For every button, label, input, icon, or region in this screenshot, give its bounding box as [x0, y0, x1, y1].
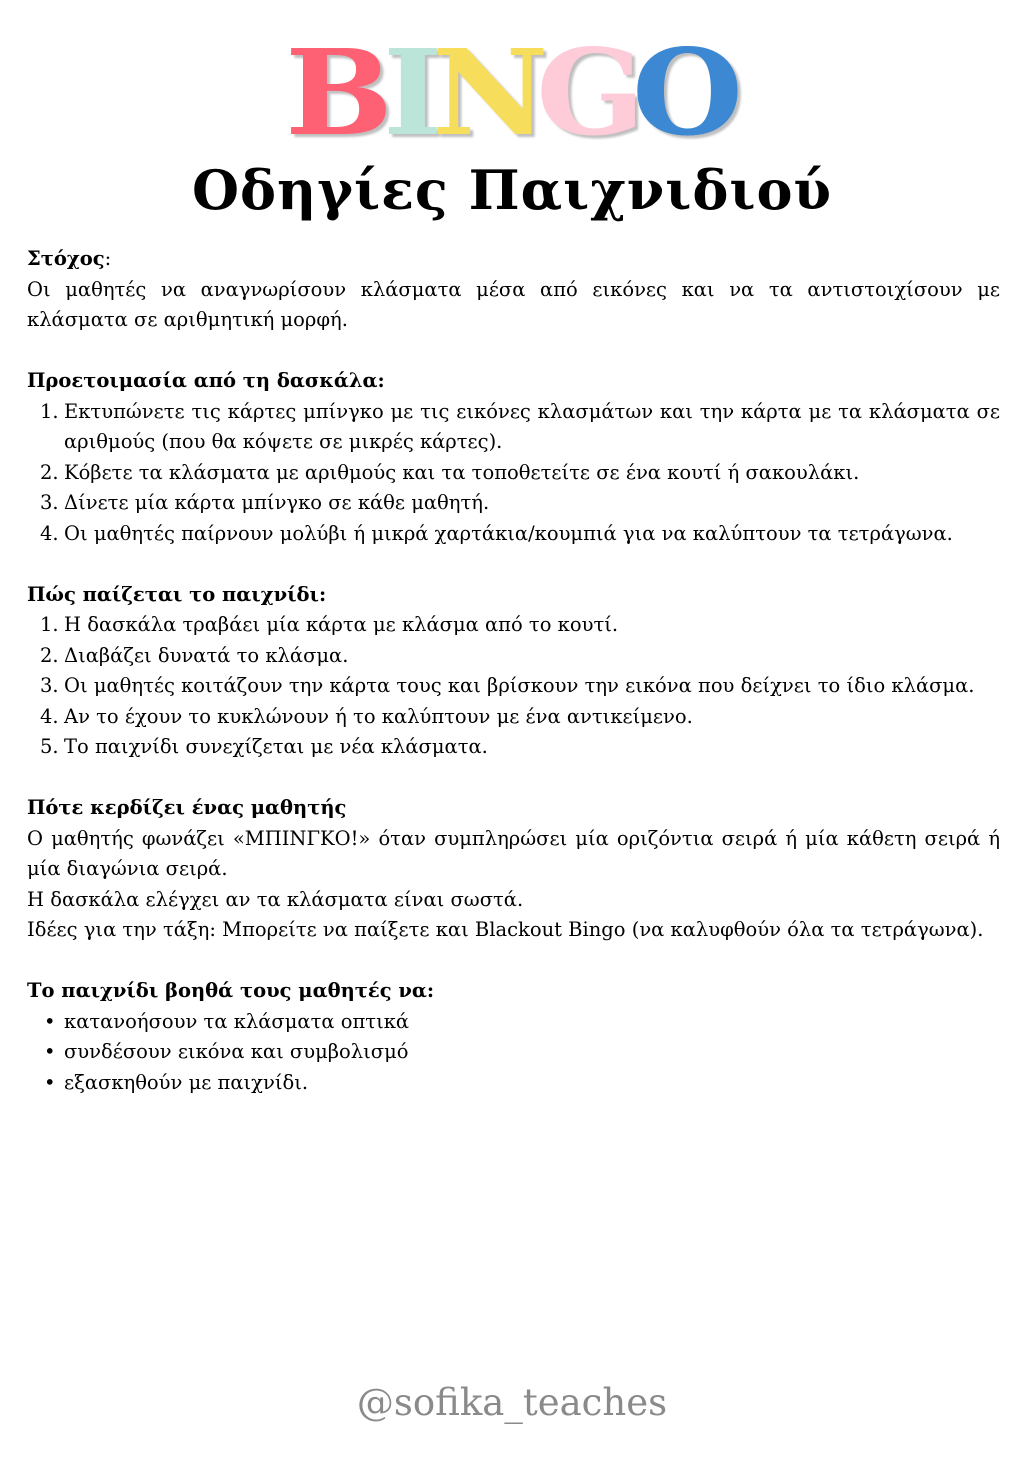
- list-item: 1. Η δασκάλα τραβάει μία κάρτα με κλάσμα από το κουτί.: [40, 613, 619, 636]
- list-item: 4. Οι μαθητές παίρνουν μολύβι ή μικρά χαρτάκια/κουμπιά για να καλύπτουν τα τετράγωνα.: [40, 521, 953, 545]
- logo-letter-n: N: [431, 23, 544, 162]
- benefits-list: [27, 1007, 1000, 1099]
- logo-letter-g: G: [535, 23, 641, 162]
- preparation-list: [27, 397, 1000, 550]
- logo-letter-b: B: [284, 23, 389, 162]
- logo-letter-o: O: [632, 23, 740, 162]
- bingo-logo: [0, 23, 1024, 162]
- winning-paragraph: Ιδέες για την τάξη: Μπορείτε να παίξετε και Blackout Bingo (να καλυφθούν όλα τα τετράγωνα).: [27, 918, 984, 941]
- list-item: 4. Αν το έχουν το κυκλώνουν ή το καλύπτουν με ένα αντικείμενο.: [40, 704, 693, 728]
- list-item: 1. Εκτυπώνετε τις κάρτες μπίνγκο με τις εικόνες κλασμάτων και την κάρτα με τα κλάσματα σε αριθμούς (που θα κόψετε σε μικρές κάρτες).: [40, 399, 1000, 453]
- list-item: 3. Οι μαθητές κοιτάζουν την κάρτα τους και βρίσκουν την εικόνα που δείχνει το ίδιο κλάσμα.: [40, 674, 975, 697]
- list-item: 3. Δίνετε μία κάρτα μπίνγκο σε κάθε μαθητή.: [40, 491, 490, 514]
- page-title: Οδηγίες Παιχνιδιού: [191, 158, 833, 222]
- goal-text: Οι μαθητές να αναγνωρίσουν κλάσματα μέσα από εικόνες και να τα αντιστοιχίσουν με κλάσματα σε αριθμητική μορφή.: [27, 277, 1000, 331]
- list-item: • εξασκηθούν με παιχνίδι.: [44, 1070, 309, 1094]
- author-handle: @sofika_teaches: [356, 1381, 668, 1424]
- preparation-heading: Προετοιμασία από τη δασκάλα:: [27, 369, 385, 392]
- instructions-body: [27, 244, 1000, 1098]
- goal-heading: Στόχος: [27, 247, 105, 270]
- winning-paragraph: Η δασκάλα ελέγχει αν τα κλάσματα είναι σωστά.: [27, 887, 524, 911]
- list-item: 5. Το παιχνίδι συνεχίζεται με νέα κλάσματα.: [40, 735, 488, 758]
- howto-list: [27, 610, 1000, 763]
- howto-heading: Πώς παίζεται το παιχνίδι:: [27, 582, 327, 606]
- winning-heading: Πότε κερδίζει ένας μαθητής: [27, 796, 347, 819]
- winning-paragraph: Ο μαθητής φωνάζει «ΜΠΙΝΓΚΟ!» όταν συμπληρώσει μία οριζόντια σειρά ή μία κάθετη σειρά ή μία διαγώνια σειρά.: [27, 826, 1000, 880]
- benefits-heading: Το παιχνίδι βοηθά τους μαθητές να:: [27, 979, 435, 1002]
- list-item: • κατανοήσουν τα κλάσματα οπτικά: [44, 1009, 410, 1033]
- list-item: 2. Διαβάζει δυνατά το κλάσμα.: [40, 643, 349, 667]
- logo-letter-i: I: [382, 23, 438, 162]
- goal-colon: :: [104, 247, 112, 270]
- list-item: • συνδέσουν εικόνα και συμβολισμό: [44, 1040, 409, 1063]
- list-item: 2. Κόβετε τα κλάσματα με αριθμούς και τα τοποθετείτε σε ένα κουτί ή σακουλάκι.: [40, 460, 860, 484]
